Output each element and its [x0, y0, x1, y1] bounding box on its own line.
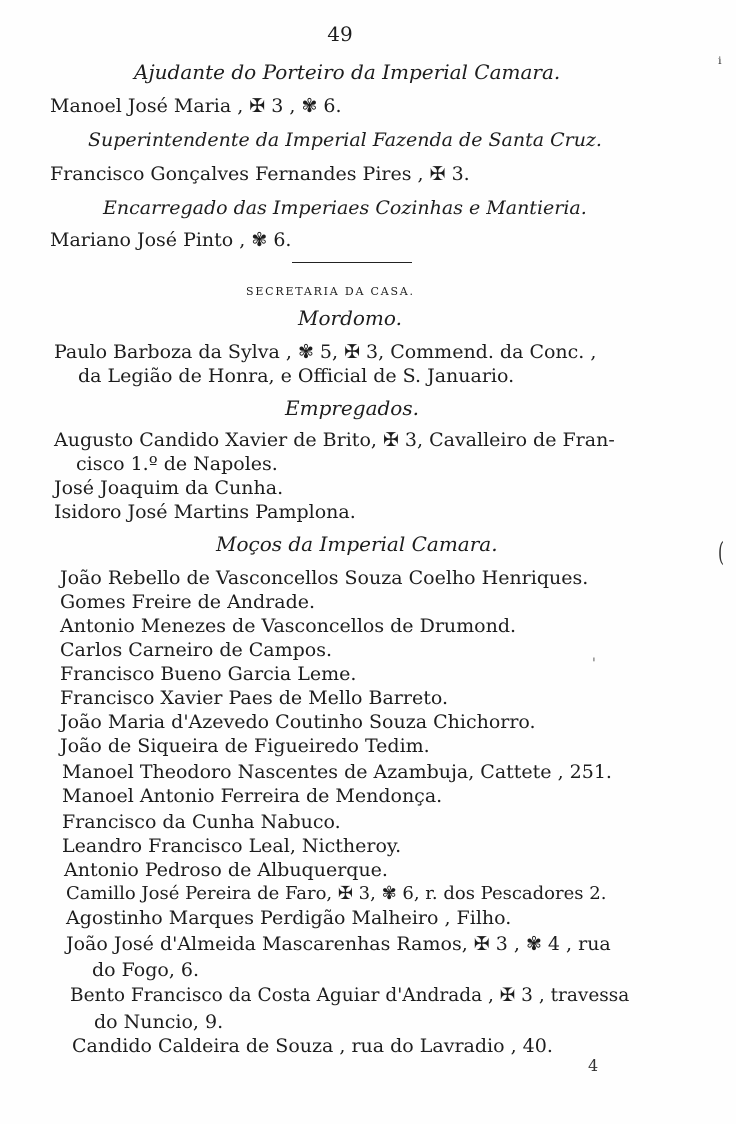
divider-rule — [292, 262, 412, 263]
entry-line: João Maria d'Azevedo Coutinho Souza Chichorro. — [60, 711, 536, 733]
entry-line: Paulo Barboza da Sylva , ✾ 5, ✠ 3, Commend. da Conc. , — [54, 341, 597, 363]
entry-line: Mariano José Pinto , ✾ 6. — [50, 229, 292, 251]
entry-line: Bento Francisco da Costa Aguiar d'Andrada , ✠ 3 , travessa — [70, 985, 630, 1006]
section-heading-superintendente: Superintendente da Imperial Fazenda de Santa Cruz. — [88, 129, 602, 151]
entry-line: Camillo José Pereira de Faro, ✠ 3, ✾ 6, r. dos Pescadores 2. — [66, 883, 607, 904]
entry-line: João Rebello de Vasconcellos Souza Coelho Henriques. — [60, 567, 589, 589]
entry-line: Antonio Pedroso de Albuquerque. — [64, 859, 388, 881]
section-heading-ajudante: Ajudante do Porteiro da Imperial Camara. — [134, 60, 561, 84]
entry-line-continuation: cisco 1.º de Napoles. — [76, 453, 278, 475]
entry-line: Antonio Menezes de Vasconcellos de Drumond. — [60, 615, 517, 637]
entry-line: José Joaquim da Cunha. — [54, 477, 284, 499]
entry-line: Leandro Francisco Leal, Nictheroy. — [62, 835, 402, 857]
section-heading-encarregado: Encarregado das Imperiaes Cozinhas e Mantieria. — [103, 197, 587, 219]
section-heading-empregados: Empregados. — [285, 396, 419, 420]
entry-line: Manoel Theodoro Nascentes de Azambuja, Cattete , 251. — [62, 761, 612, 783]
signature-mark: 4 — [588, 1056, 599, 1075]
entry-line: Francisco Bueno Garcia Leme. — [60, 663, 357, 685]
entry-line-continuation: da Legião de Honra, e Official de S. Januario. — [78, 365, 515, 387]
entry-line: Gomes Freire de Andrade. — [60, 591, 316, 613]
scan-speck: ' — [592, 656, 596, 672]
entry-line: João José d'Almeida Mascarenhas Ramos, ✠ 3 , ✾ 4 , rua — [66, 933, 611, 955]
section-title-secretaria: SECRETARIA DA CASA. — [246, 285, 415, 298]
entry-line-continuation: do Fogo, 6. — [92, 959, 200, 981]
entry-line: Carlos Carneiro de Campos. — [60, 639, 333, 661]
entry-line: João de Siqueira de Figueiredo Tedim. — [60, 735, 430, 757]
page-number: 49 — [327, 22, 353, 46]
entry-line: Augusto Candido Xavier de Brito, ✠ 3, Cavalleiro de Fran- — [54, 429, 615, 451]
entry-line: Candido Caldeira de Souza , rua do Lavradio , 40. — [72, 1035, 553, 1057]
entry-line: Francisco Xavier Paes de Mello Barreto. — [60, 687, 448, 709]
entry-line: Francisco da Cunha Nabuco. — [62, 811, 341, 833]
entry-line-continuation: do Nuncio, 9. — [94, 1011, 224, 1033]
margin-speck: ⁱ — [718, 54, 722, 75]
entry-line: Isidoro José Martins Pamplona. — [54, 501, 356, 523]
entry-line: Agostinho Marques Perdigão Malheiro , Filho. — [66, 907, 512, 929]
entry-line: Francisco Gonçalves Fernandes Pires , ✠ 3. — [50, 163, 470, 185]
section-heading-mordomo: Mordomo. — [298, 306, 402, 330]
margin-bracket: ( — [718, 538, 725, 568]
entry-line: Manoel Antonio Ferreira de Mendonça. — [62, 785, 443, 807]
entry-line: Manoel José Maria , ✠ 3 , ✾ 6. — [50, 95, 342, 117]
section-heading-mocos: Moços da Imperial Camara. — [216, 532, 498, 556]
